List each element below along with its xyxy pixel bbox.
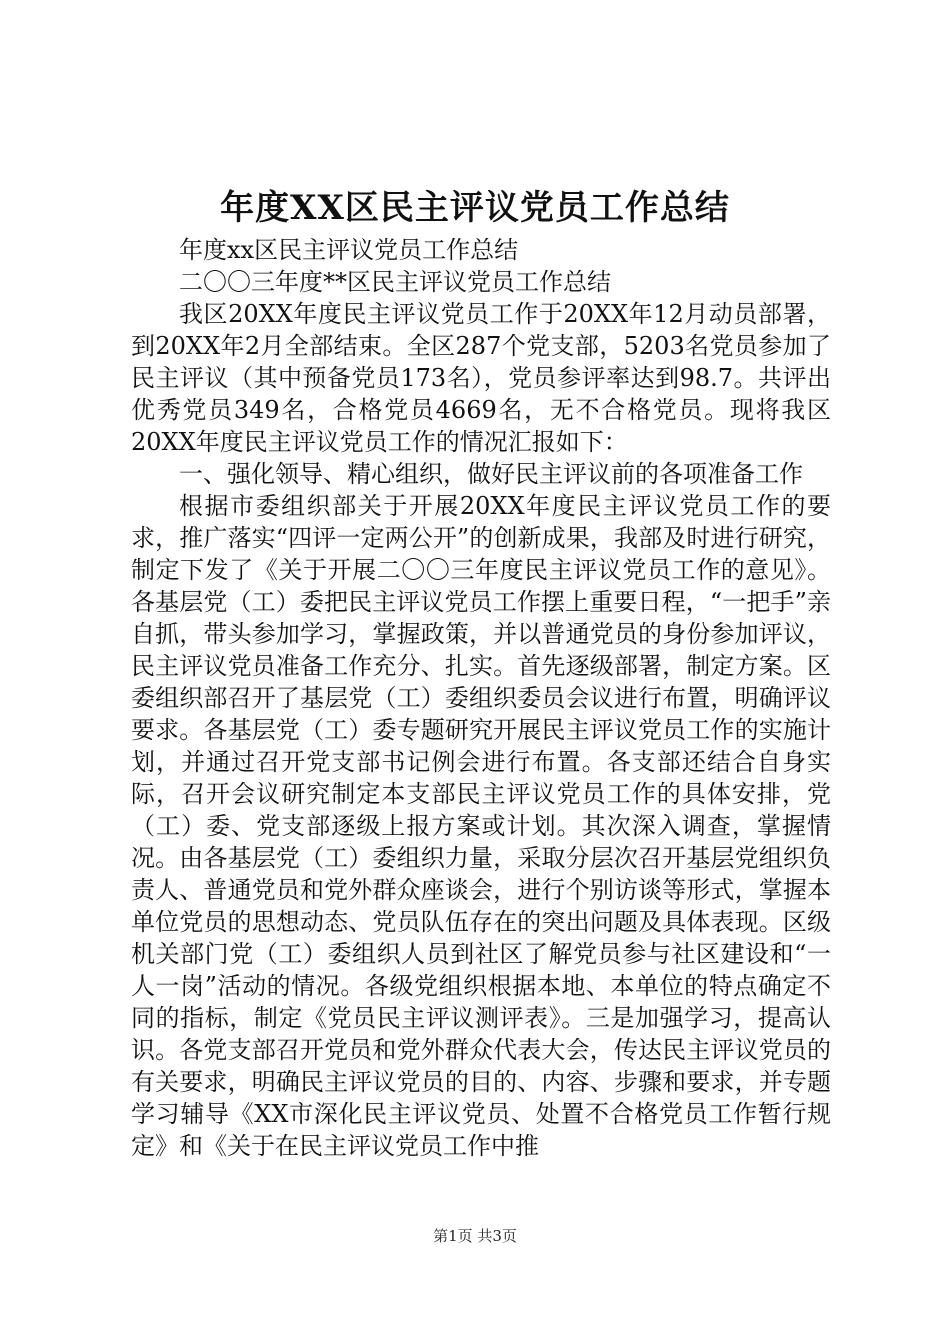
- paragraph-subtitle: 年度xx区民主评议党员工作总结: [179, 236, 519, 264]
- section-heading-1: 一、强化领导、精心组织，做好民主评议前的各项准备工作: [179, 460, 803, 488]
- paragraph-intro: 我区20XX年度民主评议党员工作于20XX年12月动员部署，到20XX年2月全部结束。全区287个党支部，5203名党员参加了民主评议（其中预备党员173名），党员参评率达到98.7。共评出优秀党员349名，合格党员4669名，无不合格党员。现将我区20XX年度民主评议党员工作的情况汇报如下：: [131, 300, 831, 456]
- document-body: [131, 234, 831, 1162]
- paragraph-section-1: 根据市委组织部关于开展20XX年度民主评议党员工作的要求，推广落实“四评一定两公开”的创新成果，我部及时进行研究，制定下发了《关于开展二〇〇三年度民主评议党员工作的意见》。各基层党（工）委把民主评议党员工作摆上重要日程，“一把手”亲自抓，带头参加学习，掌握政策，并以普通党员的身份参加评议，民主评议党员准备工作充分、扎实。首先逐级部署，制定方案。区委组织部召开了基层党（工）委组织委员会议进行布置，明确评议要求。各基层党（工）委专题研究开展民主评议党员工作的实施计划，并通过召开党支部书记例会进行布置。各支部还结合自身实际，召开会议研究制定本支部民主评议党员工作的具体安排，党（工）委、党支部逐级上报方案或计划。其次深入调查，掌握情况。由各基层党（工）委组织力量，采取分层次召开基层党组织负责人、普通党员和党外群众座谈会，进行个别访谈等形式，掌握本单位党员的思想动态、党员队伍存在的突出问题及具体表现。区级机关部门党（工）委组织人员到社区了解党员参与社区建设和“一人一岗”活动的情况。各级党组织根据本地、本单位的特点确定不同的指标，制定《党员民主评议测评表》。三是加强学习，提高认识。各党支部召开党员和党外群众代表大会，传达民主评议党员的有关要求，明确民主评议党员的目的、内容、步骤和要求，并专题学习辅导《XX市深化民主评议党员、处置不合格党员工作暂行规定》和《关于在民主评议党员工作中推: [131, 492, 831, 1160]
- document-title: 年度XX区民主评议党员工作总结: [220, 188, 730, 228]
- page-footer: 第1页 共3页: [433, 1227, 517, 1245]
- paragraph-subtitle-2003: 二〇〇三年度**区民主评议党员工作总结: [179, 268, 611, 296]
